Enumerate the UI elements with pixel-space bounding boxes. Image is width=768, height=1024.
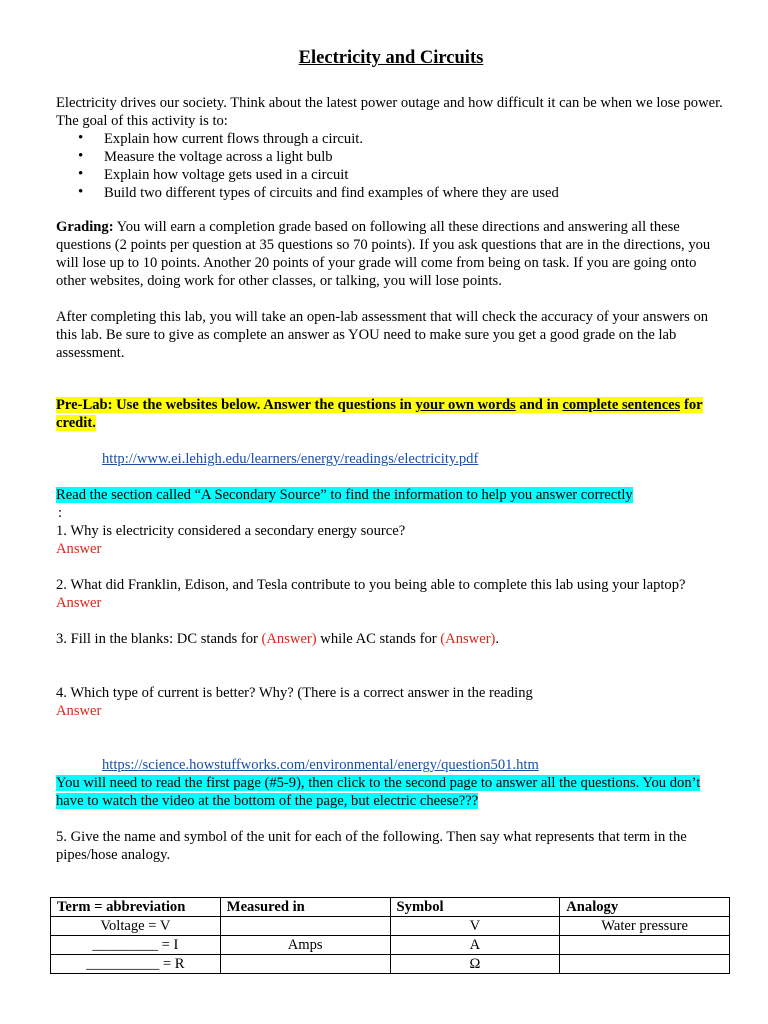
table-cell[interactable] [560,955,730,974]
answer-2[interactable]: Answer [56,595,102,611]
units-table [50,897,730,974]
grading-label: Grading: [56,219,114,235]
table-cell: Water pressure [560,917,730,936]
answer-3a[interactable]: (Answer) [261,631,317,647]
table-cell[interactable]: __________ = R [51,955,221,974]
answer-1[interactable]: Answer [56,541,102,557]
table-row [51,955,730,974]
table-header: Analogy [560,898,730,917]
table-cell: V [390,917,560,936]
question-1: 1. Why is electricity considered a secondary energy source? [56,523,406,539]
table-row [51,917,730,936]
table-header-row [51,898,730,917]
table-cell[interactable] [560,936,730,955]
prelab-heading: Pre-Lab: Use the websites below. Answer the questions in your own words and in complete sentences for credit. [56,397,703,431]
table-header: Term = abbreviation [51,898,221,917]
answer-4[interactable]: Answer [56,703,102,719]
instruction-1: Read the section called “A Secondary Source” to find the information to help you answer correctly [56,487,633,503]
grading-paragraph [56,218,726,290]
table-cell[interactable]: _________ = I [51,936,221,955]
goal-item: • Measure the voltage across a light bulb [104,148,726,166]
assessment-paragraph: After completing this lab, you will take an open-lab assessment that will check the accuracy of your answers on this lab. Be sure to give as complete an answer as YOU need to make sure you get a good grade on the lab assessment. [56,309,709,361]
intro-paragraph: Electricity drives our society. Think about the latest power outage and how difficult it can be when we lose power. The goal of this activity is to: [56,95,723,129]
table-header: Measured in [220,898,390,917]
table-cell[interactable] [220,955,390,974]
goals-list [56,130,726,202]
page-title: Electricity and Circuits [298,48,484,68]
howstuffworks-link[interactable]: https://science.howstuffworks.com/environmental/energy/question501.htm [102,757,539,773]
document-page [56,44,726,864]
table-header: Symbol [390,898,560,917]
grading-text: You will earn a completion grade based on following all these directions and answering all these questions (2 points per question at 35 questions so 70 points). If you ask questions that are in the directions, you will lose up to 10 points. Another 20 points of your grade will come from being on task. If you are going onto other websites, doing work for other classes, or talking, you will lose points. [56,219,711,289]
instruction-2: You will need to read the first page (#5-9), then click to the second page to answer all the questions. You don’t have to watch the video at the bottom of the page, but electric cheese??? [56,775,701,809]
question-3: 3. Fill in the blanks: DC stands for (Answer) while AC stands for (Answer). [56,631,500,647]
question-2: 2. What did Franklin, Edison, and Tesla contribute to you being able to complete this lab using your laptop? [56,577,686,593]
table-row [51,936,730,955]
stray-colon: : [58,505,63,521]
question-5: 5. Give the name and symbol of the unit for each of the following. Then say what represents that term in the pipes/hose analogy. [56,829,687,863]
table-cell: A [390,936,560,955]
link-paragraph [56,450,726,468]
question-4: 4. Which type of current is better? Why? (There is a correct answer in the reading [56,685,533,701]
goal-item: • Explain how voltage gets used in a circuit [104,166,726,184]
table-cell: Ω [390,955,560,974]
lehigh-link[interactable]: http://www.ei.lehigh.edu/learners/energy/readings/electricity.pdf [102,451,479,467]
answer-3b[interactable]: (Answer) [440,631,496,647]
table-cell[interactable] [220,917,390,936]
goal-item: • Build two different types of circuits and find examples of where they are used [104,184,726,202]
goal-item: • Explain how current flows through a circuit. [104,130,726,148]
link-paragraph-2 [56,756,726,774]
table-cell: Voltage = V [51,917,221,936]
table-cell: Amps [220,936,390,955]
